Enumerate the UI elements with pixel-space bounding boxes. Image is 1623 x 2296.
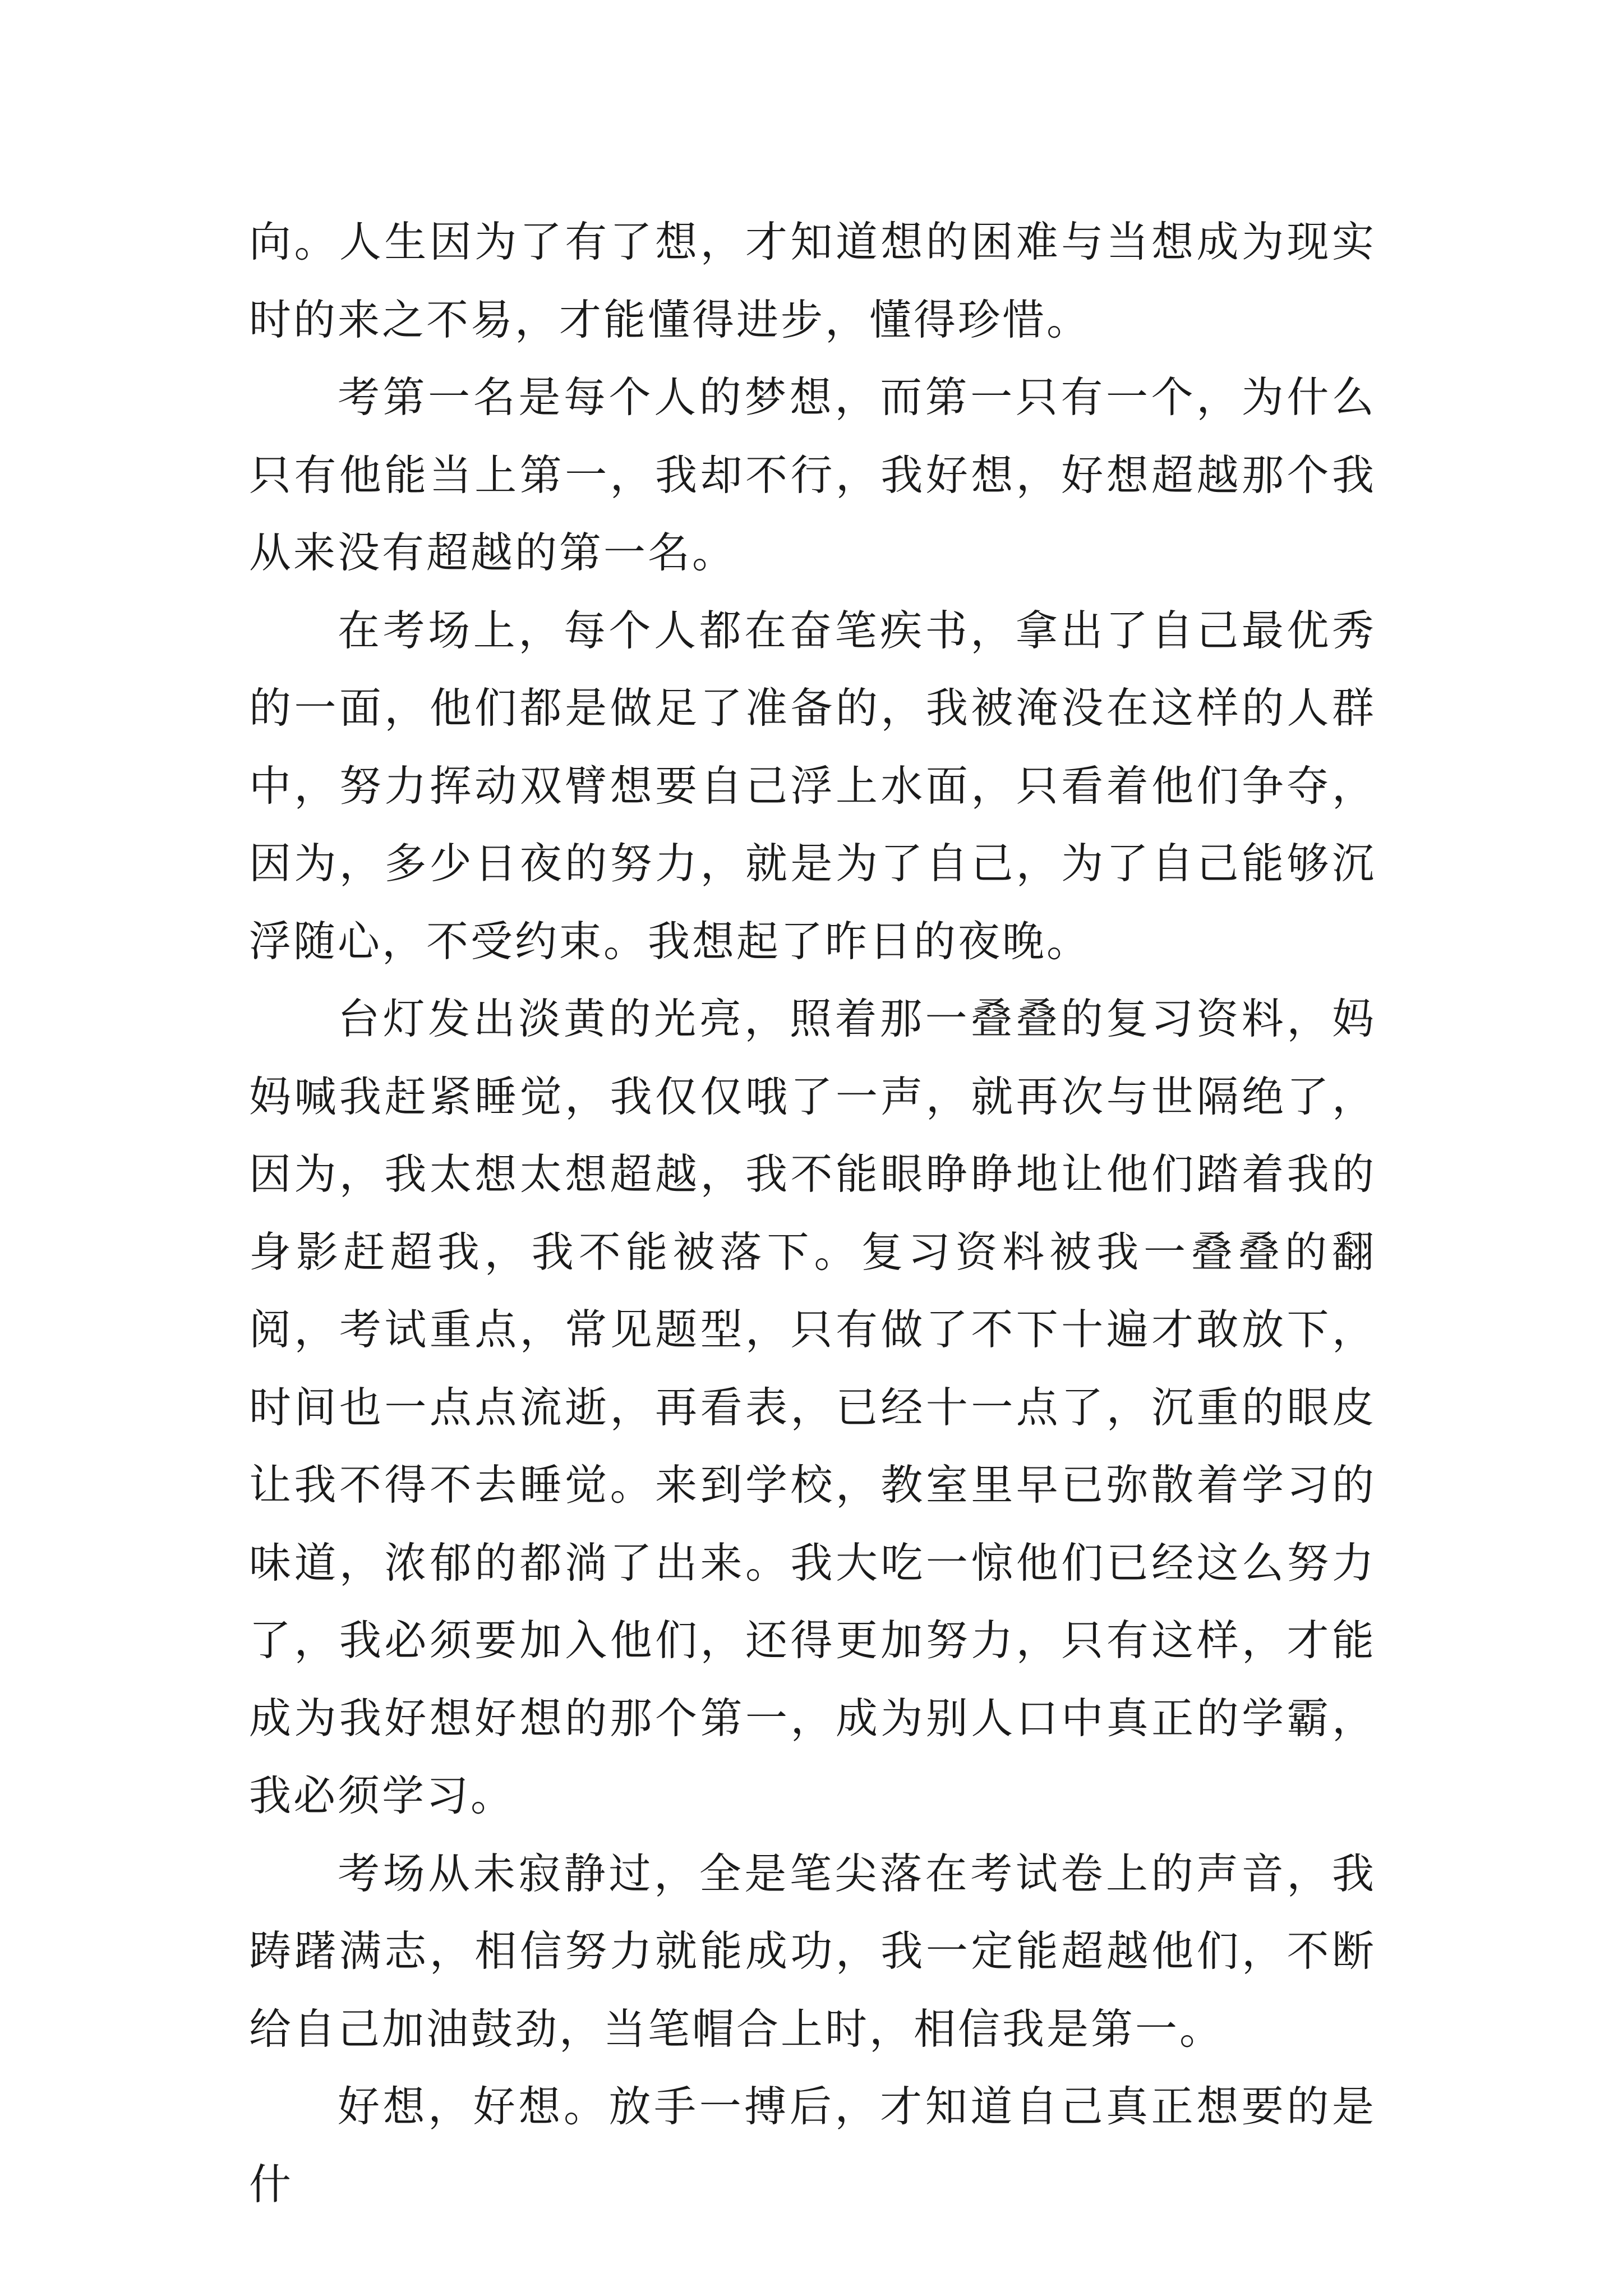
paragraph: 好想，好想。放手一搏后，才知道自己真正想要的是什 bbox=[249, 2082, 1376, 2209]
document-body bbox=[249, 203, 1376, 2223]
paragraph: 考第一名是每个人的梦想，而第一只有一个，为什么只有他能当上第一，我却不行，我好想，好想超越那个我从来没有超越的第一名。 bbox=[249, 372, 1376, 577]
paragraph: 台灯发出淡黄的光亮，照着那一叠叠的复习资料，妈妈喊我赶紧睡觉，我仅仅哦了一声，就再次与世隔绝了，因为，我太想太想超越，我不能眼睁睁地让他们踏着我的身影赶超我，我不能被落下。复习资料被我一叠叠的翻阅，考试重点，常见题型，只有做了不下十遍才敢放下，时间也一点点流逝，再看表，已经十一点了，沉重的眼皮让我不得不去睡觉。来到学校，教室里早已弥散着学习的味道，浓郁的都淌了出来。我大吃一惊他们已经这么努力了，我必须要加入他们，还得更加努力，只有这样，才能成为我好想好想的那个第一，成为别人口中真正的学霸，我必须学习。 bbox=[249, 994, 1376, 1820]
paragraph: 在考场上，每个人都在奋笔疾书，拿出了自己最优秀的一面，他们都是做足了准备的，我被淹没在这样的人群中，努力挥动双臂想要自己浮上水面，只看着他们争夺，因为，多少日夜的努力，就是为了自己，为了自己能够沉浮随心，不受约束。我想起了昨日的夜晚。 bbox=[249, 605, 1376, 966]
paragraph: 向。人生因为了有了想，才知道想的困难与当想成为现实时的来之不易，才能懂得进步，懂得珍惜。 bbox=[249, 217, 1376, 344]
paragraph: 考场从未寂静过，全是笔尖落在考试卷上的声音，我踌躇满志，相信努力就能成功，我一定能超越他们，不断给自己加油鼓劲，当笔帽合上时，相信我是第一。 bbox=[249, 1848, 1376, 2054]
